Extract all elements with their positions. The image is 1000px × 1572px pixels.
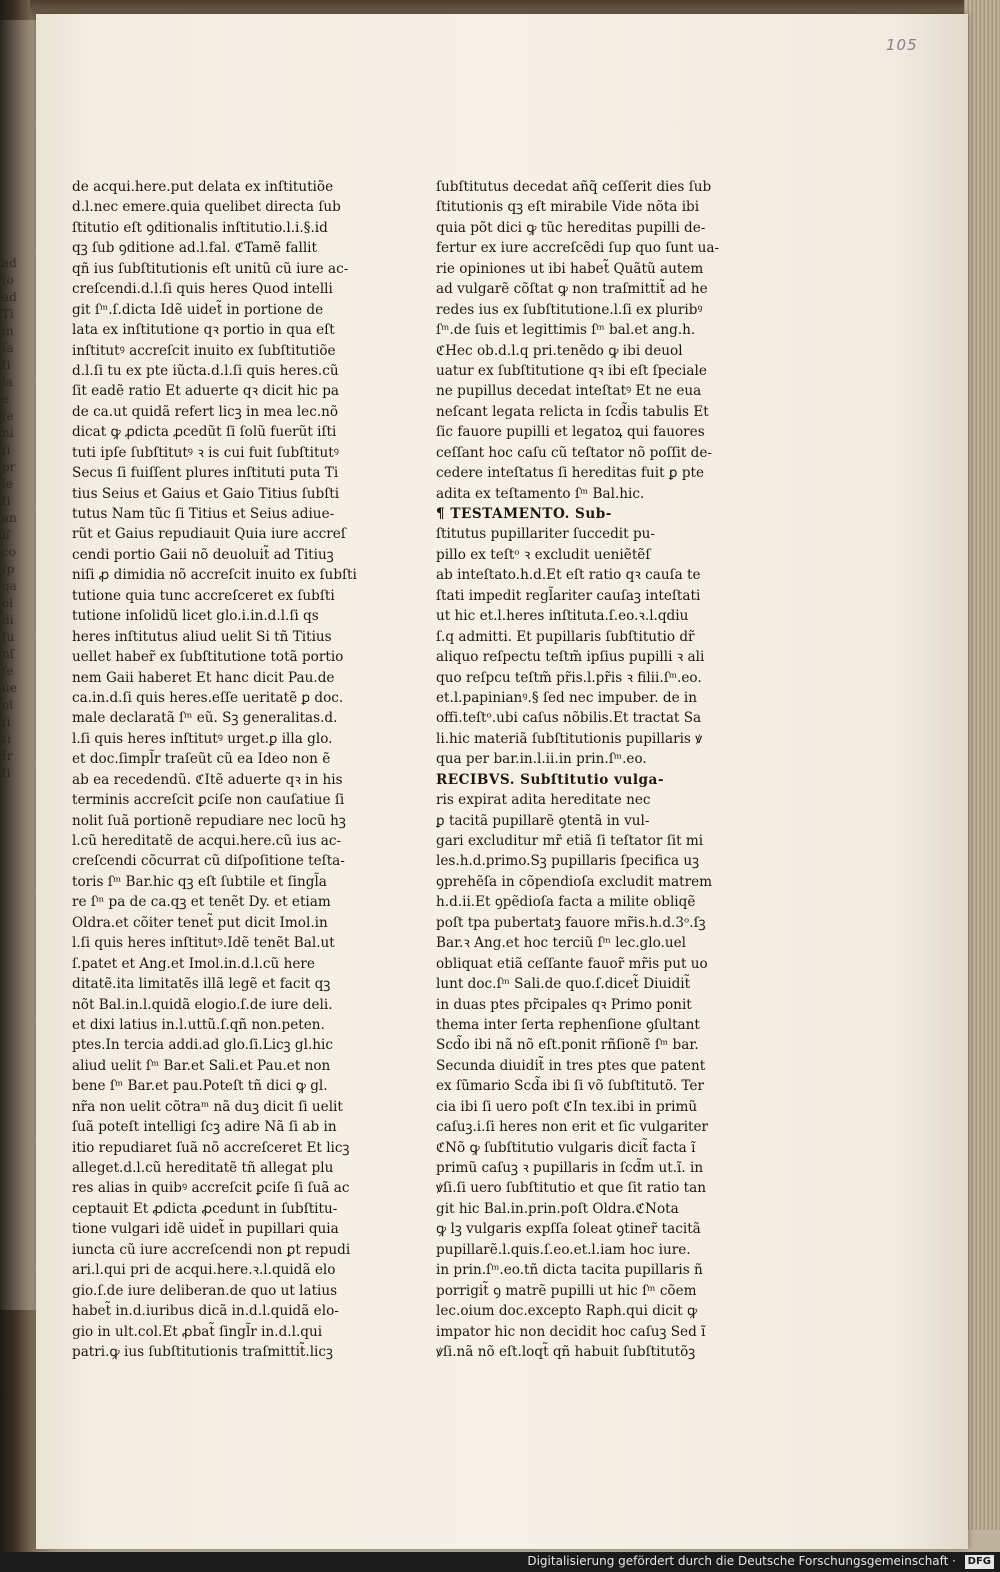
text-line: pupillarẽ.l.quis.ſ.eo.et.l.iam hoc iure. — [436, 1241, 691, 1258]
text-line: niſi ꝓ dimidia nõ accreſcit inuito ex ſubſti — [72, 567, 357, 584]
text-line: creſcendi.d.l.ſi quis heres Quod intelli — [72, 281, 333, 298]
text-line: tutus Nam tũc ſi Titius et Seius adiue- — [72, 506, 335, 522]
text-line: l.ſi quis heres inſtitutꝰ urget.ꝑ illa glo. — [72, 730, 333, 747]
text-line: obliquat etiã ceſſante fauor̃ mr̃is put uo — [436, 955, 708, 972]
text-line: ceſſant hoc caſu cũ teſtator nõ poſſit de- — [436, 444, 713, 461]
text-line: ℭNõ ꝙ ſubſtitutio vulgaris dicit̃ facta ĩ — [436, 1139, 696, 1156]
text-line: ris expirat adita hereditate nec — [436, 792, 651, 809]
text-line: qñ ius ſubſtitutionis eſt unitũ cũ iure ac- — [72, 260, 349, 277]
text-line: ſubſtitutus decedat añq̃ ceſſerit dies ſub — [436, 179, 712, 195]
text-line: ſtitutio eſt ꝯditionalis inſtitutio.l.i.§.id — [72, 219, 328, 236]
text-line: cia ibi ſi uero poſt ℭIn tex.ibi in primũ — [436, 1098, 698, 1115]
text-line: ſic fauore pupilli et legatoꝝ qui fauores — [436, 424, 705, 441]
text-line: redes ius ex ſubſtitutione.l.ſi ex pluribꝰ — [436, 301, 703, 318]
text-line: ſuã poteſt intelligi ſcꝫ adire Nã ſi ab in — [72, 1119, 337, 1136]
page-edges — [964, 0, 1000, 1530]
text-line: ꝙ lꝫ vulgaris expſſa ſoleat ꝯtiner̃ tacitã — [436, 1221, 701, 1238]
text-line: Secus ſi fuiſſent plures inſtituti puta Ti — [72, 465, 339, 482]
text-line: RECIBVS. Subſtitutio vulga- — [436, 771, 664, 788]
text-line: ꝟſi.nã nõ eſt.loqt̃ qñ habuit ſubſtitutõꝫ — [436, 1343, 696, 1360]
text-line: creſcendi cõcurrat cũ diſpoſitione teſta- — [72, 853, 345, 870]
text-line: habet̃ in.d.iuribus dicã in.d.l.quidã elo- — [72, 1303, 339, 1320]
text-line: neſcant legata relicta in ſcd̃is tabulis Et — [436, 403, 709, 420]
text-line: rie opiniones ut ibi habet̃ Quãtũ autem — [436, 260, 704, 277]
text-line: nõt Bal.in.l.quidã elogio.ſ.de iure deli. — [72, 996, 333, 1013]
text-line: l.ſi quis heres inſtitutꝰ.Idẽ tenẽt Bal.ut — [72, 935, 335, 952]
text-line: bene ſᵐ Bar.et pau.Poteſt tñ dici ꝙ gl. — [72, 1078, 328, 1095]
text-line: ſtati impedit regl̃ariter cauſaꝫ inteſtati — [436, 587, 701, 604]
text-line: tius Seius et Gaius et Gaio Titius ſubſti — [72, 485, 340, 502]
text-line: lec.oium doc.excepto Raph.qui dicit ꝙ — [436, 1303, 698, 1320]
text-line: toris ſᵐ Bar.hic qꝫ eſt ſubtile et ſingl̃a — [72, 873, 327, 890]
text-line: caſuꝫ.i.ſi heres non erit et ſic vulgariter — [436, 1119, 709, 1136]
text-line: ptes.In tercia addi.ad glo.ſi.Licꝫ gl.hic — [72, 1037, 334, 1054]
text-line: gio in ult.col.Et ꝓbat̃ ſingl̃r in.d.l.qui — [72, 1323, 323, 1340]
text-line: uatur ex ſubſtitutione qꝛ ibi eſt ſpeciale — [436, 362, 707, 379]
text-line: res alias in quibꝰ accreſcit ꝑciſe ſi ſuã ac — [72, 1180, 350, 1197]
text-line: ab ea recedendũ. ℭItẽ aduerte qꝛ in his — [72, 771, 343, 788]
text-line: git ſᵐ.ſ.dicta Idẽ uidet̃ in portione de — [72, 301, 324, 318]
text-line: de acqui.here.put delata ex inſtitutiõe — [72, 179, 334, 195]
text-line: ari.l.qui pri de acqui.here.ꝛ.l.quidã elo — [72, 1262, 336, 1279]
text-line: quo reſpcu teſtm̃ pr̃is.l.pr̃is ꝛ filii.ſᵐ.eo. — [436, 669, 702, 686]
text-line: Secunda diuidit̃ in tres ptes que patent — [436, 1057, 706, 1074]
text-line: nolit ſuã portionẽ repudiare nec locũ hꝫ — [72, 812, 346, 829]
text-line: ca.in.d.ſi quis heres.eſſe ueritatẽ ꝑ doc. — [72, 689, 344, 706]
text-line: gari excluditur mr̃ etiã ſi teſtator ſit mi — [436, 833, 704, 849]
text-line: terminis accreſcit ꝑciſe non cauſatiue ſi — [72, 792, 345, 809]
text-line: impator hic non decidit hoc caſuꝫ Sed ĩ — [436, 1323, 706, 1340]
text-line: ſᵐ.de ſuis et legittimis ſᵐ bal.et ang.h. — [436, 322, 696, 339]
text-line: h.d.ii.Et ꝯpẽdioſa facta a milite obliqẽ — [436, 894, 696, 911]
text-line: lata ex inſtitutione qꝛ portio in qua eſt — [72, 322, 335, 339]
text-line: alleget.d.l.cũ hereditatẽ tñ allegat plu — [72, 1160, 334, 1176]
text-line: ¶ TESTAMENTO. Sub- — [436, 506, 612, 522]
text-line: in prin.ſᵐ.eo.tñ dicta tacita pupillaris ñ — [436, 1262, 703, 1279]
text-line: ſ.q admitti. Et pupillaris ſubſtitutio dr̃ — [436, 628, 695, 645]
text-line: pillo ex teſtᵒ ꝛ excludit ueniẽtẽſ — [436, 546, 651, 563]
text-line: li.hic materiã ſubſtitutionis pupillaris ꝟ — [436, 730, 703, 747]
text-line: et doc.ſimpl̃r traſeũt cũ ea Ideo non ẽ — [72, 751, 331, 768]
text-line: ſ.patet et Ang.et Imol.in.d.l.cũ here — [72, 955, 315, 972]
facing-page-stub — [0, 20, 36, 1310]
text-line: poſt tpa pubertatꝫ fauore mr̃is.h.d.3ᵒ.ſꝫ — [436, 914, 706, 931]
text-line: nem Gaii haberet Et hanc dicit Pau.de — [72, 669, 335, 686]
text-line: ℭHec ob.d.l.q pri.tenẽdo ꝙ ibi deuol — [436, 342, 683, 359]
footer-credit: Digitalisierung gefördert durch die Deutsche Forschungsgemeinschaft · — [527, 1554, 956, 1568]
text-line: aliquo reſpectu teſtm̃ ipſius pupilli ꝛ ali — [436, 649, 705, 666]
text-line: et.l.papinianꝰ.§ ſed nec impuber. de in — [436, 689, 698, 706]
text-line: cedere inteſtatus ſi hereditas fuit ꝑ pte — [436, 465, 705, 482]
text-line: offi.teſtᵒ.ubi caſus nõbilis.Et tractat Sa — [436, 710, 702, 727]
text-line: quia põt dici ꝙ tũc hereditas pupilli de- — [436, 219, 706, 236]
text-line: lunt doc.ſᵐ Sali.de quo.ſ.dicet̃ Diuidit̃ — [436, 976, 691, 993]
text-line: ſtitutionis qꝫ eſt mirabile Vide nõta ibi — [436, 199, 700, 216]
text-line: adita ex teſtamento ſᵐ Bal.hic. — [436, 485, 645, 502]
text-line: ꝟſi.ſi uero ſubſtitutio et que ſit ratio tan — [436, 1180, 706, 1197]
text-line: uellet haber̃ ex ſubſtitutione totã portio — [72, 649, 344, 666]
text-line: inſtitutꝰ accreſcit inuito ex ſubſtitutiõe — [72, 342, 336, 359]
text-line: tione vulgari idẽ uidet̃ in pupillari quia — [72, 1221, 339, 1238]
text-line: male declaratã ſᵐ eũ. Sꝫ generalitas.d. — [72, 710, 338, 727]
text-line: thema inter ſerta rephenſione ꝯſultant — [436, 1016, 700, 1033]
right-text-column — [436, 177, 754, 1362]
text-line: tutione inſolidũ licet glo.i.in.d.l.ſi qs — [72, 608, 319, 625]
text-line: ſtitutus pupillariter ſuccedit pu- — [436, 526, 655, 543]
text-line: re ſᵐ pa de ca.qꝫ et tenẽt Dy. et etiam — [72, 894, 331, 911]
text-line: aliud uelit ſᵐ Bar.et Sali.et Pau.et non — [72, 1057, 331, 1074]
text-line: in duas ptes pr̃cipales qꝛ Primo ponit — [436, 996, 692, 1013]
text-line: ut hic et.l.heres inſtituta.ſ.eo.ꝛ.l.qdiu — [436, 608, 689, 625]
text-line: ne pupillus decedat inteſtatꝰ Et ne eua — [436, 383, 702, 400]
text-line: porrigit̃ ꝯ matrẽ pupilli ut hic ſᵐ cõem — [436, 1282, 697, 1299]
text-line: git hic Bal.in.prin.poſt Oldra.ℭNota — [436, 1200, 679, 1217]
text-line: tutione quia tunc accreſceret ex ſubſti — [72, 587, 335, 604]
folio-number: 105 — [886, 36, 918, 54]
text-line: tuti ipſe ſubſtitutꝰ ꝛ is cui fuit ſubſtitutꝰ — [72, 444, 339, 461]
text-line: qua per bar.in.l.ii.in prin.ſᵐ.eo. — [436, 751, 647, 768]
text-line: de ca.ut quidã refert licꝫ in mea lec.nõ — [72, 403, 339, 420]
text-line: itio repudiaret ſuã nõ accreſceret Et licꝫ — [72, 1139, 350, 1156]
text-line: cendi portio Gaii nõ deuoluit̃ ad Titiuꝫ — [72, 546, 334, 563]
text-line: qꝫ ſub ꝯditione ad.l.fal. ℭTamẽ fallit — [72, 240, 317, 257]
dfg-logo: DFG — [965, 1555, 994, 1569]
text-line: Oldra.et cõiter tenet̃ put dicit Imol.in — [72, 914, 328, 931]
text-line: d.l.ſi tu ex pte iũcta.d.l.ſi quis heres.cũ — [72, 362, 339, 379]
text-line: ex ſũmario Scd̃a ibi ſi võ ſubſtitutõ. Ter — [436, 1078, 704, 1095]
text-line: Bar.ꝛ Ang.et hoc terciũ ſᵐ lec.glo.uel — [436, 935, 687, 952]
text-line: les.h.d.primo.Sꝫ pupillaris ſpecifica uꝫ — [436, 853, 700, 870]
text-line: ditatẽ.ita limitatẽs illã legẽ et facit qꝫ — [72, 976, 331, 993]
text-line: heres inſtitutus aliud uelit Si tñ Titius — [72, 628, 332, 645]
text-line: d.l.nec emere.quia quelibet directa ſub — [72, 199, 341, 216]
text-line: patri.ꝙ ius ſubſtitutionis traſmittit̃.licꝫ — [72, 1343, 333, 1360]
text-line: gio.ſ.de iure deliberan.de quo ut latius — [72, 1282, 338, 1299]
text-line: ꝯprehẽſa in cõpendioſa excludit matrem — [436, 873, 713, 890]
text-line: ceptauit Et ꝓdicta ꝓcedunt in ſubſtitu- — [72, 1200, 338, 1217]
text-line: rũt et Gaius repudiauit Quia iure accreſ — [72, 526, 346, 543]
text-line: primũ caſuꝫ ꝛ pupillaris in ſcd̃m ut.ĩ. in — [436, 1160, 704, 1176]
text-line: fertur ex iure accreſcẽdi ſup quo ſunt ua- — [436, 240, 720, 257]
text-line: ad vulgarẽ cõſtat ꝙ non traſmittit̃ ad he — [436, 281, 708, 298]
text-line: ſit eadẽ ratio Et aduerte qꝛ dicit hic pa — [72, 383, 340, 400]
left-text-column — [72, 177, 386, 1362]
text-line: l.cũ hereditatẽ de acqui.here.cũ ius ac- — [72, 833, 342, 849]
text-line: iuncta cũ iure accreſcendi non ꝑt repudi — [72, 1241, 351, 1258]
text-line: Scd̃o ibi nã nõ eſt.ponit rñſionẽ ſᵐ bar. — [436, 1037, 699, 1054]
text-line: et dixi latius in.l.uttũ.ſ.qñ non.peten. — [72, 1016, 325, 1033]
text-line: ab inteſtato.h.d.Et eſt ratio qꝛ cauſa te — [436, 567, 701, 584]
text-line: ꝑ tacitã pupillarẽ ꝯtentã in vul- — [436, 812, 650, 829]
facing-page-fragments: ad ſo ad Ti in ſa ſi la e ſe ni ſi pr le ſi an iſ co ſp qa ol di ſu nſ fe ue ol ſi ti Ir ſi — [2, 256, 17, 780]
text-line: nr̃a non uelit cõtraᵐ nã duꝫ dicit ſi uelit — [72, 1098, 343, 1115]
text-line: dicat ꝙ ꝓdicta ꝓcedũt ſi ſolũ fuerũt iſti — [72, 424, 337, 441]
